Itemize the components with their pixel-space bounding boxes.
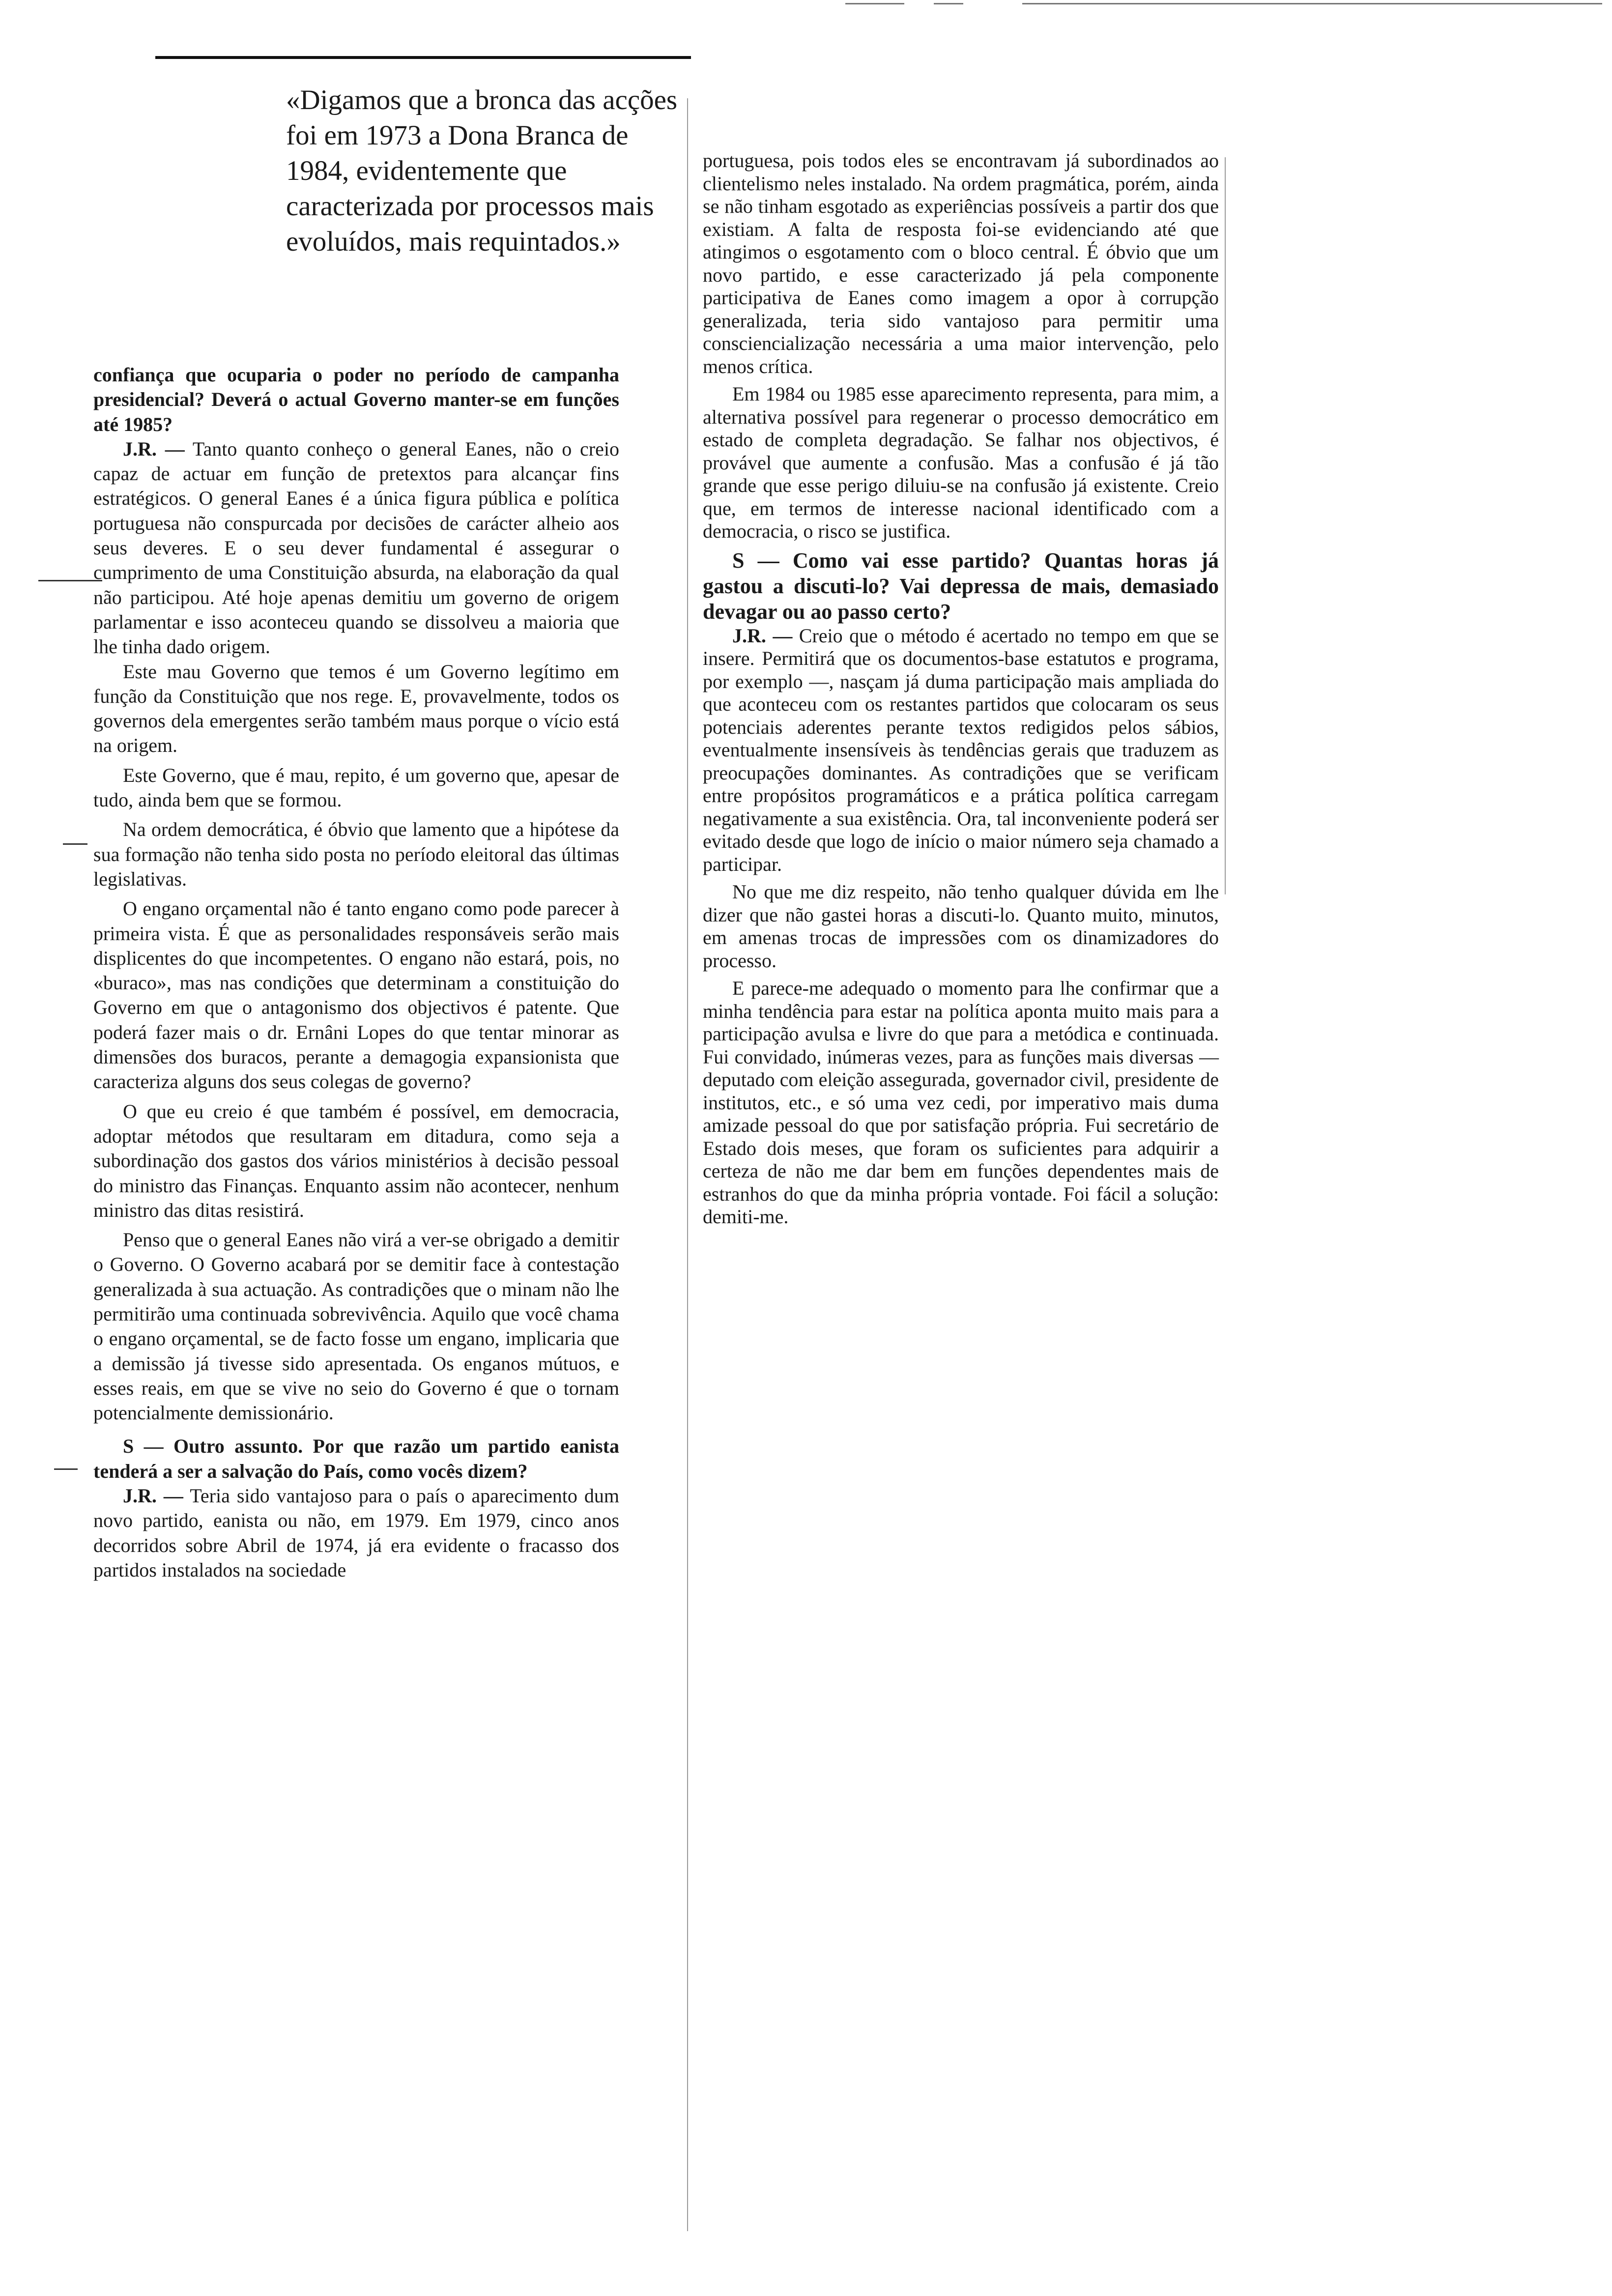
body-paragraph: O engano orçamental não é tanto engano como pode parecer à primeira vista. É que as personalidades responsáveis serão mais displicentes do que incompetentes. O engano não estará, pois, no «buraco», mas nas condições que determinam a constituição do Governo em que o antagonismo dos objectivos é patente. Que poderá fazer mais o dr. Ernâni Lopes do que tentar minorar as dimensões dos buracos, perante a demagogia expansionista que caracteriza alguns dos seus colegas de governo? [93, 897, 619, 1093]
interview-question: S — Como vai esse partido? Quantas horas já gastou a discuti-lo? Vai depressa de mais, demasiado devagar ou ao passo certo? [703, 548, 1219, 624]
body-paragraph: Este Governo, que é mau, repito, é um governo que, apesar de tudo, ainda bem que se formou. [93, 764, 619, 811]
margin-mark [63, 843, 87, 845]
body-paragraph: Penso que o general Eanes não virá a ver-se obrigado a demitir o Governo. O Governo acabará por se demitir face à contestação generalizada à sua actuação. As contradições que o minam não lhe permitirão uma continuada sobrevivência. Aquilo que você chama o engano orçamental, se de facto fosse um engano, implicaria que a demissão já tivesse sido apresentada. Os enganos mútuos, e esses reais, em que se vive no seio do Governo é que o tornam potencialmente demissionário. [93, 1229, 619, 1424]
margin-mark [54, 1468, 78, 1470]
body-paragraph: Na ordem democrática, é óbvio que lamento que a hipótese da sua formação não tenha sido posta no período eleitoral das últimas legislativas. [93, 818, 619, 890]
corner-rule [845, 3, 904, 4]
top-rule [155, 56, 691, 59]
answer-paragraph [93, 437, 619, 660]
answer-paragraph [703, 625, 1219, 876]
margin-mark [38, 580, 102, 581]
corner-rule [1022, 3, 1602, 4]
right-column [703, 149, 1219, 1229]
question-continued: confiança que ocuparia o poder no período de campanha presidencial? Deverá o actual Governo manter-se em funções até 1985? [93, 364, 619, 435]
pull-quote [286, 83, 689, 259]
body-paragraph: portuguesa, pois todos eles se encontravam já subordinados ao clientelismo neles instalado. Na ordem pragmática, porém, ainda se não tinham esgotado as experiências possíveis a partir dos que existiam. A falta de resposta foi-se evidenciando até que atingimos o esgotamento com o bloco central. É óbvio que um novo partido, e esse caracterizado já pela componente participativa de Eanes como imagem a opor à corrupção generalizada, teria sido vantajoso para permitir uma consciencialização necessária a uma maior intervenção, pelo menos crítica. [703, 149, 1219, 377]
body-paragraph: E parece-me adequado o momento para lhe confirmar que a minha tendência para estar na política aponta muito mais para a participação avulsa e livre do que para a metódica e continuada. Fui convidado, inúmeras vezes, para as funções mais diversas — deputado com eleição assegurada, governador civil, presidente de institutos, etc., e só uma vez cedi, por imperativo mais duma amizade pessoal do que por satisfação própria. Fui secretário de Estado dois meses, que foram os suficientes para adquirir a certeza de não me dar bem em funções dependentes mais de estranhos do que da minha própria vontade. Foi fácil a solução: demiti-me. [703, 977, 1219, 1228]
corner-rule [934, 3, 963, 4]
column-divider [687, 98, 688, 2231]
answer-text: Teria sido vantajoso para o país o aparecimento dum novo partido, eanista ou não, em 1979. Em 1979, cinco anos decorridos sobre Abril de 1974, já era evidente o fracasso dos partidos instalados na sociedade [93, 1485, 619, 1581]
pull-quote-text: «Digamos que a bronca das acções foi em 1973 a Dona Branca de 1984, evidentemente que caracterizada por processos mais evoluídos, mais requintados.» [286, 85, 678, 257]
interview-question: S — Outro assunto. Por que razão um partido eanista tenderá a ser a salvação do País, como vocês dizem? [93, 1435, 619, 1482]
speaker-label: J.R. — [123, 437, 185, 460]
body-paragraph: Em 1984 ou 1985 esse aparecimento representa, para mim, a alternativa possível para regenerar o processo democrático em estado de completa degradação. Se falhar nos objectivos, é provável que aumente a confusão. Mas a confusão é já tão grande que esse perigo diluiu-se na confusão já existente. Creio que, em termos de interesse nacional identificado com a democracia, o risco se justifica. [703, 383, 1219, 542]
body-paragraph: Este mau Governo que temos é um Governo legítimo em função da Constituição que nos rege. E, provavelmente, todos os governos dela emergentes serão também maus porque o vício está na origem. [93, 660, 619, 757]
answer-text: Creio que o método é acertado no tempo em que se insere. Permitirá que os documentos-base estatutos e programa, por exemplo —, nasçam já duma participação mais ampliada do que aconteceu com os restantes partidos que colocaram os seus potenciais aderentes perante textos redigidos pelos sábios, eventualmente insensíveis às tendências gerais que traduzem as preocupações dominantes. As contradições que se verificam entre propósitos programáticos e a prática política carregam negativamente a sua existência. Ora, tal inconveniente poderá ser evitado desde que logo de início o maior número seja chamado a participar. [703, 624, 1219, 875]
speaker-label: J.R. — [732, 624, 793, 647]
body-paragraph: O que eu creio é que também é possível, em democracia, adoptar métodos que resultaram em ditadura, como seja a subordinação dos gastos dos vários ministérios à decisão pessoal do ministro das Finanças. Enquanto assim não acontecer, nenhum ministro das ditas resistirá. [93, 1100, 619, 1221]
speaker-label: J.R. — [123, 1485, 183, 1507]
left-column [93, 363, 619, 1582]
answer-paragraph [93, 1484, 619, 1582]
body-paragraph: No que me diz respeito, não tenho qualquer dúvida em lhe dizer que não gastei horas a discuti-lo. Quanto muito, minutos, em amenas trocas de impressões com os dinamizadores do processo. [703, 881, 1219, 972]
right-column-edge [1225, 157, 1226, 894]
answer-text: Tanto quanto conheço o general Eanes, não o creio capaz de actuar em função de pretextos para alcançar fins estratégicos. O general Eanes é a única figura pública e política portuguesa não conspurcada por decisões de carácter alheio aos seus deveres. E o seu dever fundamental é assegurar o cumprimento de uma Constituição absurda, na elaboração da qual não participou. Até hoje apenas demitiu um governo de origem parlamentar e isso aconteceu quando se dissolveu a maioria que lhe tinha dado origem. [93, 437, 619, 658]
